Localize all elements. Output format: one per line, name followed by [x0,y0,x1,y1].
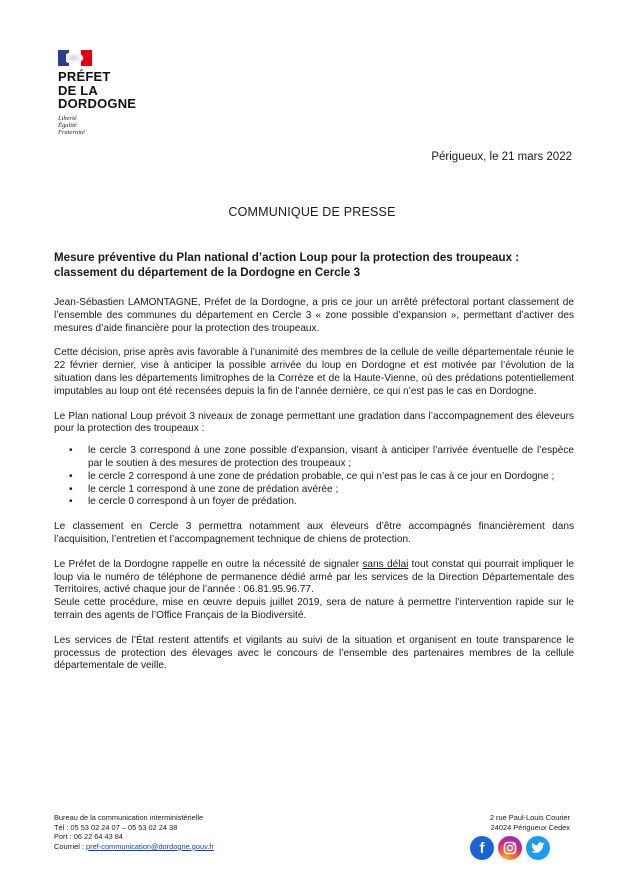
footer-courriel [54,842,214,852]
address-line-2: 24024 Périgueux Cedex [490,822,570,832]
press-body [54,297,574,685]
footer-address [490,813,570,832]
logo-line-3: DORDOGNE [58,96,137,111]
motto-liberte: Liberté [58,114,77,122]
motto-fraternite: Fraternité [58,128,85,136]
facebook-icon[interactable]: f [470,836,494,860]
footer-contact [54,813,214,851]
email-link[interactable]: pref-communication@dordogne.gouv.fr [86,841,214,851]
courriel-label: Courriel : [54,841,87,851]
list-item: • le cercle 3 correspond à une zone possible d’expansion, visant à anticiper l’arrivée éventuelle de l’espèce par le soutien à des mesures de protection des troupeaux ; [88,445,574,471]
logo-text [58,70,158,111]
document-date: Périgueux, le 21 mars 2022 [431,151,572,163]
paragraph-5 [54,559,574,597]
marianne-flag-icon [58,50,92,66]
instagram-icon[interactable] [498,836,522,860]
social-links [470,836,550,860]
press-headline: Mesure préventive du Plan national d’action Loup pour la protection des troupeaux : classement du département de la Dordogne en Cercle 3 [54,251,520,279]
paragraph-6: Les services de l’État restent attentifs et vigilants au suivi de la situation et organisent en toute transparence le processus de protection des élevages avec le concours de l’ensemble des partenaires membres de la cellule départementale de veille. [54,634,574,672]
footer-bureau: Bureau de la communication interministérielle [54,813,204,822]
document-title: COMMUNIQUE DE PRESSE [228,205,396,219]
zoning-list [54,445,574,509]
list-item: • le cercle 1 correspond à une zone de prédation avérée ; [88,484,574,497]
paragraph-5-part-b: tout constat qui pourrait impliquer le loup via le numéro de téléphone de permanence dédié armé par les services de la Direction Départementale des Territoires, activé chaque jour de l’année : 06.81.95.96.77. [54,558,574,596]
list-item: • le cercle 2 correspond à une zone de prédation probable, ce qui n’est pas le cas à ce jour en Dordogne ; [88,471,574,484]
logo-line-2: DE LA [58,82,98,98]
list-item: • le cercle 0 correspond à un foyer de prédation. [88,496,574,509]
motto-egalite: Égalité [58,121,77,129]
paragraph-1: Jean-Sébastien LAMONTAGNE, Préfet de la Dordogne, a pris ce jour un arrêté préfectoral portant classement de l’ensemble des communes du département en Cercle 3 « zone possible d’expansion », permettant d’activer des mesures d’aide financière pour la protection des troupeaux. [54,297,574,334]
prefecture-logo [58,50,158,136]
logo-line-1: PRÉFET [58,69,111,84]
footer-port: Port : 06 22 64 43 84 [54,832,124,842]
twitter-icon[interactable] [526,836,550,860]
republic-motto [58,115,158,137]
footer-tel: Tél : 05 53 02 24 07 – 05 53 02 24 38 [54,822,178,832]
paragraph-5-continued: Seule cette procédure, mise en œuvre depuis juillet 2019, sera de nature à permettre l’intervention rapide sur le terrain des agents de l’Office Français de la Biodiversité. [54,597,574,621]
paragraph-3: Le Plan national Loup prévoit 3 niveaux de zonage permettant une gradation dans l’accompagnement des éleveurs pour la protection des troupeaux : [54,410,574,435]
sans-delai-underlined: sans délai [362,558,409,570]
paragraph-4: Le classement en Cercle 3 permettra notamment aux éleveurs d’être accompagnés financièrement dans l’acquisition, l’entretien et l’accompagnement technique de chiens de protection. [54,521,574,545]
paragraph-5-part-a: Le Préfet de la Dordogne rappelle en outre la nécessité de signaler [54,558,363,570]
address-line-1: 2 rue Paul-Louis Courier [489,813,570,822]
paragraph-2: Cette décision, prise après avis favorable à l’unanimité des membres de la cellule de veille départementale réunie le 22 février dernier, vise à anticiper la possible arrivée du loup en Dordogne et est motivée par l’évolution de la situation dans les départements limitrophes de la Corrèze et de la Haute-Vienne, où des prédations potentiellement imputables au loup ont été recensées depuis la fin de l’année dernière, ce qui n’est pas le cas en Dordogne. [54,347,574,397]
